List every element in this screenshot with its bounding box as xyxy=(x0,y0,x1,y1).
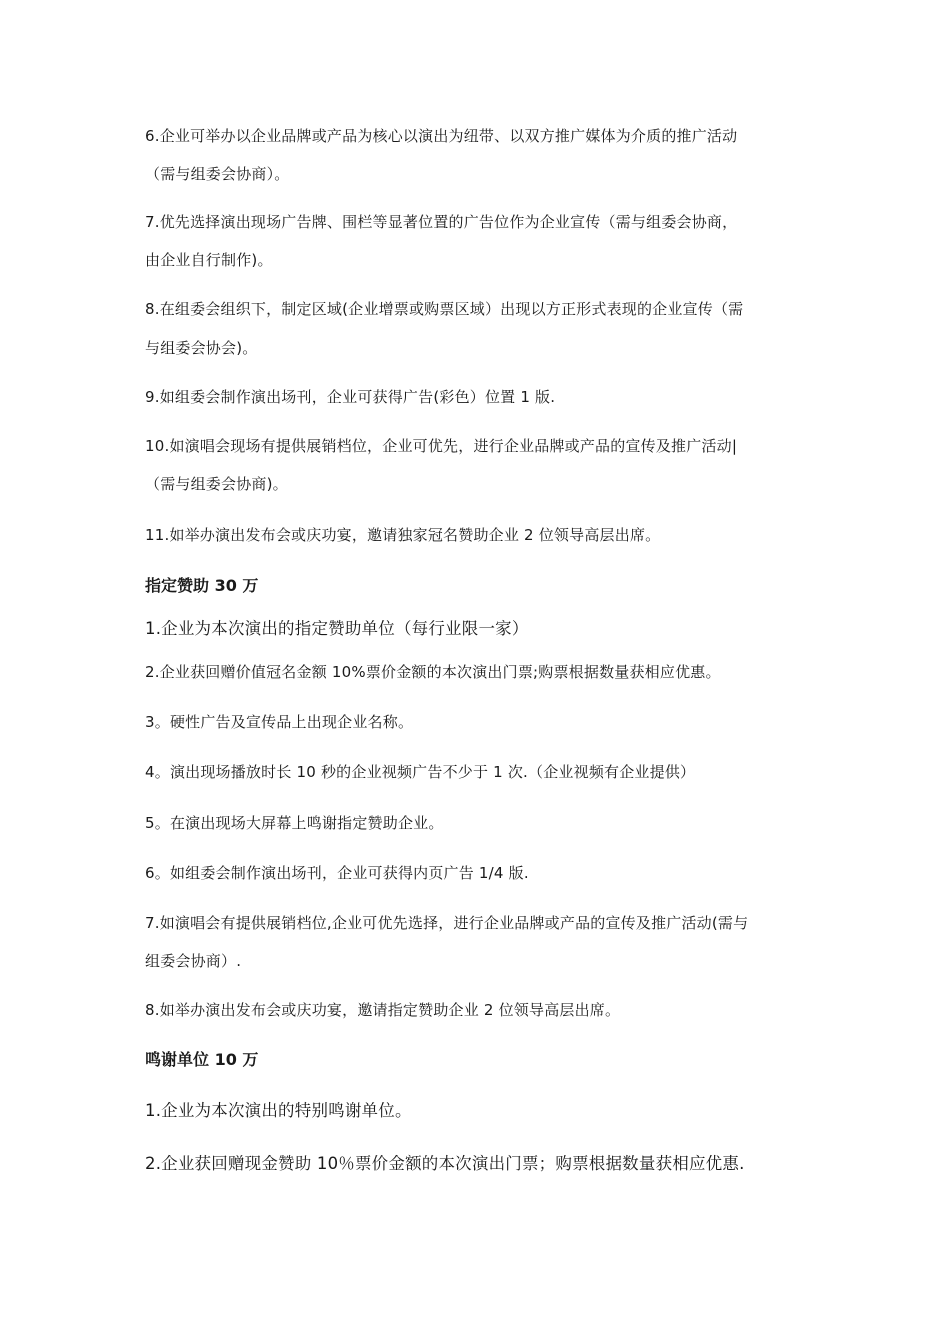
sponsor-benefit-8-line1: 8.在组委会组织下，制定区域(企业增票或购票区域）出现以方正形式表现的企业宣传（需 xyxy=(145,300,744,318)
designated-benefit-6: 6。如组委会制作演出场刊，企业可获得内页广告 1/4 版. xyxy=(145,864,529,882)
designated-benefit-1: 1.企业为本次演出的指定赞助单位（每行业限一家） xyxy=(145,619,529,638)
acknowledgement-benefit-2: 2.企业获回赠现金赞助 10％票价金额的本次演出门票；购票根据数量获相应优惠. xyxy=(145,1154,745,1173)
sponsor-benefit-7-line2: 由企业自行制作)。 xyxy=(145,251,273,269)
designated-benefit-8: 8.如举办演出发布会或庆功宴，邀请指定赞助企业 2 位领导高层出席。 xyxy=(145,1001,621,1019)
sponsor-benefit-11: 11.如举办演出发布会或庆功宴，邀请独家冠名赞助企业 2 位领导高层出席。 xyxy=(145,526,661,544)
designated-benefit-7-line1: 7.如演唱会有提供展销档位,企业可优先选择，进行企业品牌或产品的宣传及推广活动(需与 xyxy=(145,914,749,932)
designated-benefit-7-line2: 组委会协商）. xyxy=(145,952,242,970)
acknowledgement-sponsor-heading: 鸣谢单位 10 万 xyxy=(145,1050,259,1069)
designated-benefit-5: 5。在演出现场大屏幕上鸣谢指定赞助企业。 xyxy=(145,814,444,832)
designated-benefit-2: 2.企业获回赠价值冠名金额 10%票价金额的本次演出门票;购票根据数量获相应优惠。 xyxy=(145,663,721,681)
sponsor-benefit-9: 9.如组委会制作演出场刊，企业可获得广告(彩色）位置 1 版. xyxy=(145,388,556,406)
sponsor-benefit-6-line2: （需与组委会协商）。 xyxy=(145,165,290,183)
sponsor-benefit-10-line1: 10.如演唱会现场有提供展销档位，企业可优先，进行企业品牌或产品的宣传及推广活动| xyxy=(145,437,738,455)
designated-benefit-4: 4。演出现场播放时长 10 秒的企业视频广告不少于 1 次.（企业视频有企业提供） xyxy=(145,763,696,781)
sponsor-benefit-10-line2: （需与组委会协商)。 xyxy=(145,475,288,493)
designated-benefit-3: 3。硬性广告及宣传品上出现企业名称。 xyxy=(145,713,414,731)
sponsor-benefit-7-line1: 7.优先选择演出现场广告牌、围栏等显著位置的广告位作为企业宣传（需与组委会协商， xyxy=(145,213,738,231)
sponsor-benefit-8-line2: 与组委会协会)。 xyxy=(145,339,258,357)
designated-sponsor-heading: 指定赞助 30 万 xyxy=(145,576,259,595)
sponsor-benefit-6-line1: 6.企业可举办以企业品牌或产品为核心以演出为纽带、以双方推广媒体为介质的推广活动 xyxy=(145,127,738,145)
acknowledgement-benefit-1: 1.企业为本次演出的特别鸣谢单位。 xyxy=(145,1101,412,1120)
